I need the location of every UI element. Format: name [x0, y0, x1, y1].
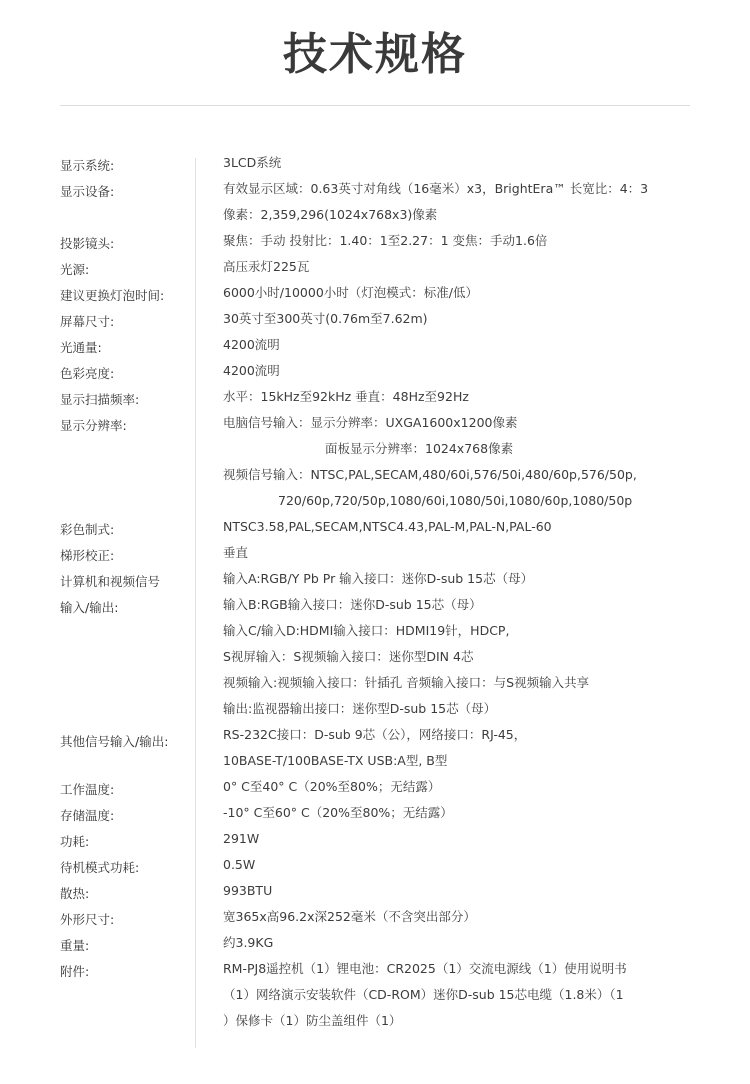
spec-value: [223, 904, 693, 930]
spec-value-line: 水平：15kHz至92kHz 垂直：48Hz至92Hz: [223, 389, 469, 404]
spec-label: 重量:: [60, 938, 90, 953]
spec-label: 功耗:: [60, 834, 90, 849]
spec-value-line: 约3.9KG: [223, 935, 274, 950]
spec-value: [223, 722, 693, 774]
spec-value: [223, 800, 693, 826]
spec-label: 工作温度:: [60, 782, 115, 797]
spec-value-line: 993BTU: [223, 883, 273, 898]
spec-label: 建议更换灯泡时间:: [60, 288, 165, 303]
spec-value-line: （1）网络演示安装软件（CD-ROM）迷你D-sub 15芯电缆（1.8米）（1: [223, 987, 624, 1002]
spec-value-line: 聚焦：手动 投射比：1.40：1至2.27：1 变焦：手动1.6倍: [223, 233, 548, 248]
spec-value-line: 720/60p,720/50p,1080/60i,1080/50i,1080/60p,1080/50p: [278, 493, 633, 508]
spec-value: [223, 540, 693, 566]
spec-value-line: 面板显示分辨率：1024x768像素: [325, 441, 514, 456]
spec-value-line: 4200流明: [223, 363, 280, 378]
spec-value: [223, 514, 693, 540]
spec-value-line: 30英寸至300英寸(0.76m至7.62m): [223, 311, 428, 326]
page-title: 技术规格: [283, 29, 467, 80]
spec-value: [223, 774, 693, 800]
spec-value-line: 垂直: [223, 545, 249, 560]
spec-value-line: 291W: [223, 831, 260, 846]
spec-value-line: 0° C至40° C（20%至80%；无结露）: [223, 779, 441, 794]
spec-value-line: 输入A:RGB/Y Pb Pr 输入接口：迷你D-sub 15芯（母）: [223, 571, 534, 586]
spec-value-line: 视频输入:视频输入接口：针插孔 音频输入接口：与S视频输入共享: [223, 675, 590, 690]
spec-value-line: RS-232C接口：D-sub 9芯（公），网络接口：RJ-45，: [223, 727, 527, 742]
spec-label: 色彩亮度:: [60, 366, 115, 381]
spec-label: 光源:: [60, 262, 90, 277]
spec-value-line: 输出:监视器输出接口：迷你型D-sub 15芯（母）: [223, 701, 497, 716]
spec-label: 显示扫描频率:: [60, 392, 140, 407]
spec-value-line: NTSC3.58,PAL,SECAM,NTSC4.43,PAL-M,PAL-N,PAL-60: [223, 519, 552, 534]
spec-value: [223, 358, 693, 384]
spec-label: 梯形校正:: [60, 548, 115, 563]
spec-value: [223, 228, 693, 254]
spec-label: 显示系统:: [60, 158, 115, 173]
spec-value: [223, 956, 693, 1034]
spec-value-line: 输入C/输入D:HDMI输入接口：HDMI19针，HDCP,: [223, 623, 510, 638]
spec-value: [223, 384, 693, 410]
spec-value-line: 4200流明: [223, 337, 280, 352]
spec-value: [223, 150, 693, 176]
spec-label: 待机模式功耗:: [60, 860, 140, 875]
spec-value: [223, 306, 693, 332]
spec-value: [223, 930, 693, 956]
spec-value-line: 高压汞灯225瓦: [223, 259, 310, 274]
spec-value-line: 像素：2,359,296(1024x768x3)像素: [223, 207, 438, 222]
spec-value: [223, 878, 693, 904]
spec-value: [223, 280, 693, 306]
spec-label: 屏幕尺寸:: [60, 314, 115, 329]
spec-value: [223, 566, 693, 722]
spec-label: 投影镜头:: [60, 236, 115, 251]
spec-value-line: 视频信号输入：NTSC,PAL,SECAM,480/60i,576/50i,480/60p,576/50p,: [223, 467, 637, 482]
spec-label: 显示设备:: [60, 184, 115, 199]
spec-label: 存储温度:: [60, 808, 115, 823]
spec-value: [223, 852, 693, 878]
spec-label: 外形尺寸:: [60, 912, 115, 927]
spec-label: 彩色制式:: [60, 522, 115, 537]
spec-value: [223, 254, 693, 280]
spec-value: [223, 332, 693, 358]
spec-label: 其他信号输入/输出:: [60, 734, 169, 749]
spec-value-line: RM-PJ8遥控机（1）锂电池：CR2025（1）交流电源线（1）使用说明书: [223, 961, 627, 976]
spec-value-line: 电脑信号输入：显示分辨率：UXGA1600x1200像素: [223, 415, 518, 430]
spec-value-line: 3LCD系统: [223, 155, 282, 170]
spec-label: 计算机和视频信号: [60, 574, 161, 589]
spec-value-line: 0.5W: [223, 857, 256, 872]
spec-value-line: S视屏输入：S视频输入接口：迷你型DIN 4芯: [223, 649, 474, 664]
spec-value-line: -10° C至60° C（20%至80%；无结露）: [223, 805, 453, 820]
spec-value: [223, 410, 693, 514]
spec-label: 散热:: [60, 886, 90, 901]
spec-label: 显示分辨率:: [60, 418, 127, 433]
spec-label: 光通量:: [60, 340, 102, 355]
spec-value: [223, 176, 693, 228]
spec-value-line: 6000小时/10000小时（灯泡模式：标准/低）: [223, 285, 478, 300]
spec-value: [223, 826, 693, 852]
spec-value-line: ）保修卡（1）防尘盖组件（1）: [223, 1013, 402, 1028]
spec-value-line: 有效显示区域：0.63英寸对角线（16毫米）x3，BrightEra™ 长宽比：4：3: [223, 181, 649, 196]
spec-value-line: 宽365x高96.2x深252毫米（不含突出部分）: [223, 909, 476, 924]
spec-value-line: 输入B:RGB输入接口：迷你D-sub 15芯（母）: [223, 597, 482, 612]
spec-value-line: 10BASE-T/100BASE-TX USB:A型, B型: [223, 753, 448, 768]
spec-label-continued: 输入/输出:: [60, 600, 119, 615]
spec-label: 附件:: [60, 964, 90, 979]
